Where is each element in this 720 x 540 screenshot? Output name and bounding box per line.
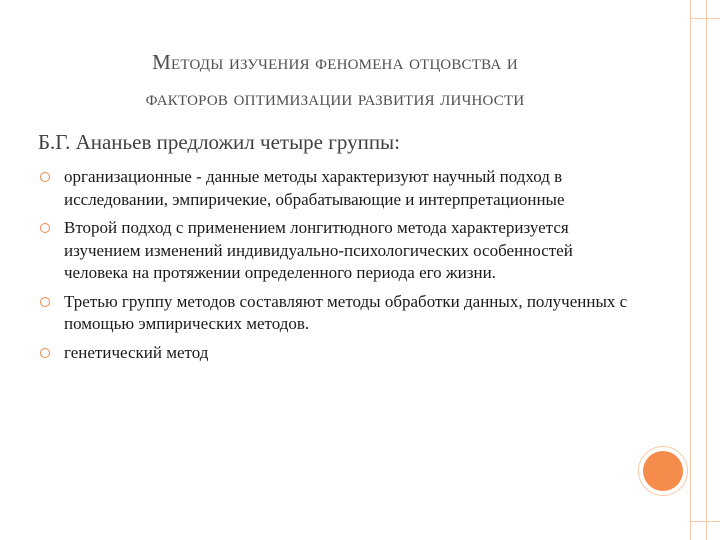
frame-line	[690, 18, 720, 19]
title-line-1: Методы изучения феномена отцовства и	[152, 50, 518, 74]
circle-bullet-icon	[40, 297, 50, 307]
bullet-text: Второй подход с применением лонгитюдного метода характеризуется изучением изменений индивидуально-психологических особенностей человека на протяжении определенного периода его жизни.	[64, 218, 573, 282]
bullet-text: генетический метод	[64, 342, 209, 362]
bullet-item	[38, 342, 628, 365]
bullet-text: Третью группу методов составляют методы обработки данных, полученных с помощью эмпирических методов.	[64, 291, 628, 333]
frame-line	[706, 0, 707, 540]
bullet-list	[38, 166, 628, 370]
circle-bullet-icon	[40, 172, 50, 182]
bullet-item	[38, 217, 628, 285]
bullet-text: организационные - данные методы характеризуют научный подход в исследовании, эмпиричекие, обрабатывающие и интерпретационные	[64, 167, 565, 209]
circle-bullet-icon	[40, 223, 50, 233]
frame-line	[690, 0, 691, 540]
bullet-item	[38, 166, 628, 211]
bullet-item	[38, 291, 628, 336]
circle-bullet-icon	[40, 348, 50, 358]
title-line-2: факторов оптимизации развития личности	[145, 86, 525, 110]
decorative-orange-circle	[643, 451, 683, 491]
slide-subtitle: Б.Г. Ананьев предложил четыре группы:	[38, 130, 401, 154]
slide-title	[40, 44, 630, 116]
frame-line	[690, 521, 720, 522]
